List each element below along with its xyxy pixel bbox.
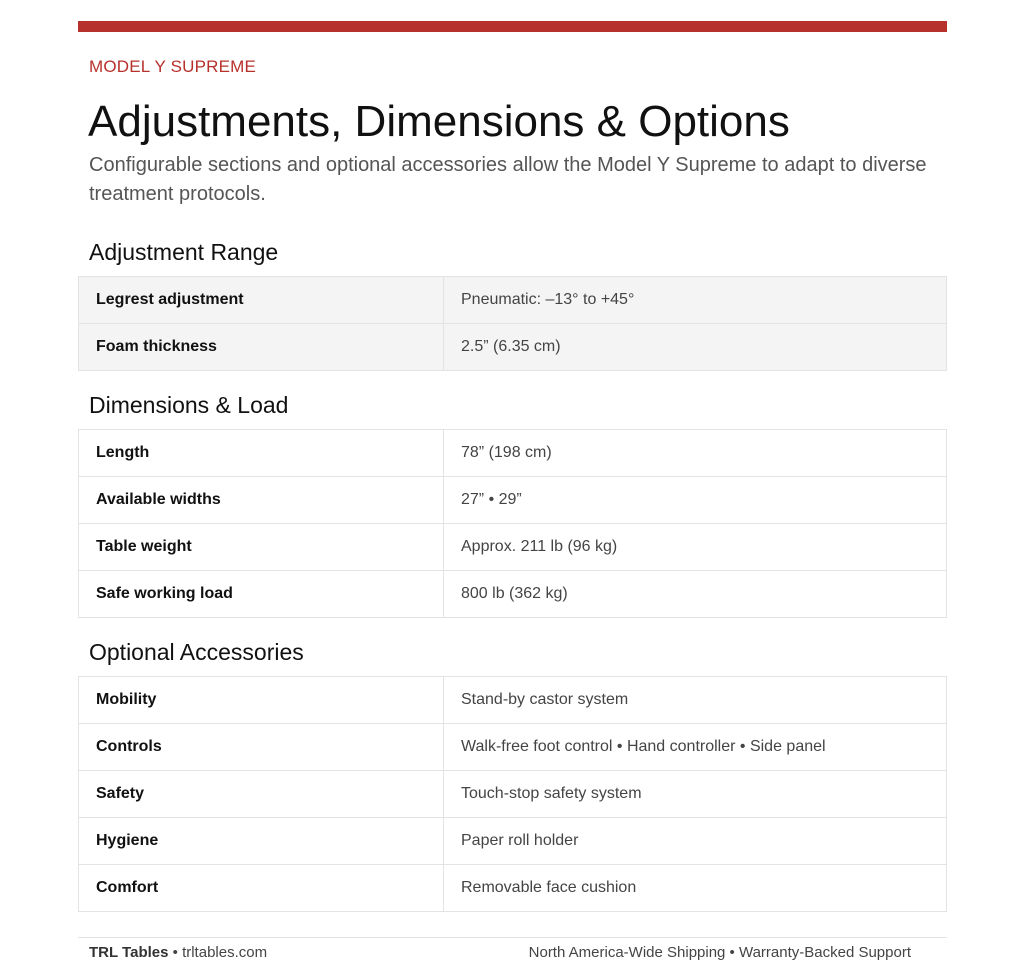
- footer-brand-line: [89, 944, 267, 961]
- table-row: [79, 430, 947, 477]
- spec-value: Paper roll holder: [444, 818, 947, 865]
- spec-label: Length: [79, 430, 444, 477]
- spec-label: Table weight: [79, 524, 444, 571]
- table-row: [79, 477, 947, 524]
- table-row: [79, 724, 947, 771]
- spec-label: Safe working load: [79, 571, 444, 618]
- top-accent-rule: [78, 21, 947, 32]
- spec-label: Safety: [79, 771, 444, 818]
- page-title: Adjustments, Dimensions & Options: [88, 97, 790, 146]
- table-row: [79, 571, 947, 618]
- dimensions-table: [78, 429, 947, 618]
- page-footer: [78, 937, 947, 974]
- spec-label: Comfort: [79, 865, 444, 912]
- spec-value: Walk-free foot control • Hand controller • Side panel: [444, 724, 947, 771]
- section-heading-dimensions: Dimensions & Load: [89, 392, 289, 418]
- spec-label: Legrest adjustment: [79, 277, 444, 324]
- footer-site-link[interactable]: trltables.com: [182, 944, 268, 961]
- spec-value: 78” (198 cm): [444, 430, 947, 477]
- footer-separator: •: [168, 944, 183, 961]
- page-subtitle: Configurable sections and optional accessories allow the Model Y Supreme to adapt to diverse treatment protocols.: [89, 154, 927, 205]
- spec-value: 27” • 29”: [444, 477, 947, 524]
- spec-value: 2.5” (6.35 cm): [444, 324, 947, 371]
- spec-value: Touch-stop safety system: [444, 771, 947, 818]
- table-row: [79, 324, 947, 371]
- adjustment-table: [78, 276, 947, 371]
- footer-brand: TRL Tables: [89, 944, 169, 961]
- table-row: [79, 524, 947, 571]
- footer-tagline: North America-Wide Shipping • Warranty-Backed Support: [528, 944, 911, 961]
- spec-label: Hygiene: [79, 818, 444, 865]
- table-row: [79, 818, 947, 865]
- section-heading-adjustment: Adjustment Range: [89, 239, 279, 265]
- spec-label: Foam thickness: [79, 324, 444, 371]
- spec-label: Controls: [79, 724, 444, 771]
- accessories-table: [78, 676, 947, 912]
- product-eyebrow: MODEL Y SUPREME: [89, 57, 257, 76]
- spec-label: Available widths: [79, 477, 444, 524]
- table-row: [79, 771, 947, 818]
- spec-value: Stand-by castor system: [444, 677, 947, 724]
- spec-label: Mobility: [79, 677, 444, 724]
- section-heading-accessories: Optional Accessories: [89, 639, 304, 665]
- table-row: [79, 277, 947, 324]
- table-row: [79, 865, 947, 912]
- spec-page: [78, 21, 947, 912]
- spec-value: Approx. 211 lb (96 kg): [444, 524, 947, 571]
- spec-value: 800 lb (362 kg): [444, 571, 947, 618]
- spec-value: Removable face cushion: [444, 865, 947, 912]
- table-row: [79, 677, 947, 724]
- spec-value: Pneumatic: –13° to +45°: [444, 277, 947, 324]
